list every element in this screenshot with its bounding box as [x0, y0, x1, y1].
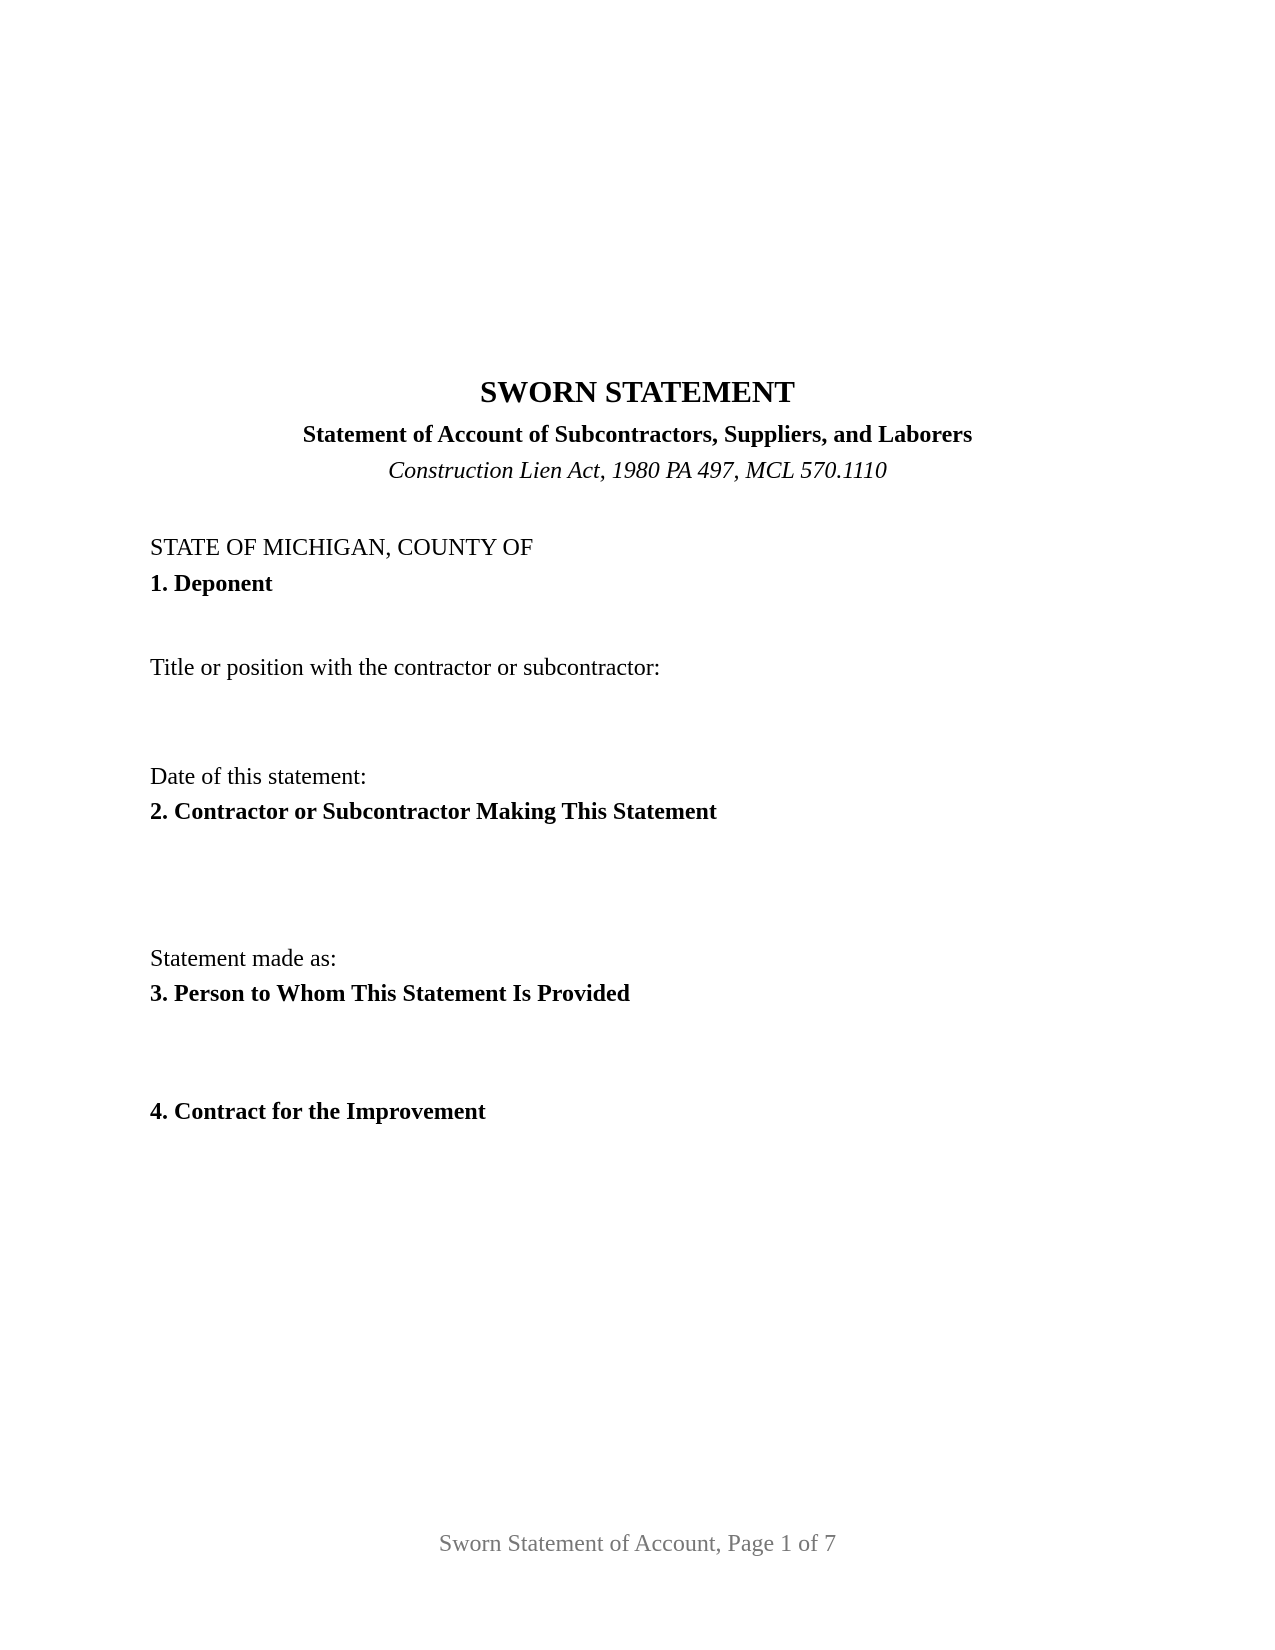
section-heading-contract: 4. Contract for the Improvement	[150, 1099, 486, 1125]
document-title: SWORN STATEMENT	[480, 374, 795, 409]
title-position-label: Title or position with the contractor or subcontractor:	[150, 655, 661, 681]
venue-line: STATE OF MICHIGAN, COUNTY OF	[150, 535, 534, 561]
page-footer: Sworn Statement of Account, Page 1 of 7	[438, 1531, 837, 1557]
section-heading-contractor: 2. Contractor or Subcontractor Making This Statement	[150, 799, 717, 825]
section-heading-recipient: 3. Person to Whom This Statement Is Provided	[150, 981, 631, 1007]
statement-made-as-label: Statement made as:	[150, 946, 337, 972]
section-heading-deponent: 1. Deponent	[150, 571, 273, 597]
statute-citation: Construction Lien Act, 1980 PA 497, MCL 570.1110	[388, 458, 887, 484]
document-subtitle: Statement of Account of Subcontractors, Suppliers, and Laborers	[302, 422, 973, 448]
statement-date-label: Date of this statement:	[150, 764, 367, 790]
